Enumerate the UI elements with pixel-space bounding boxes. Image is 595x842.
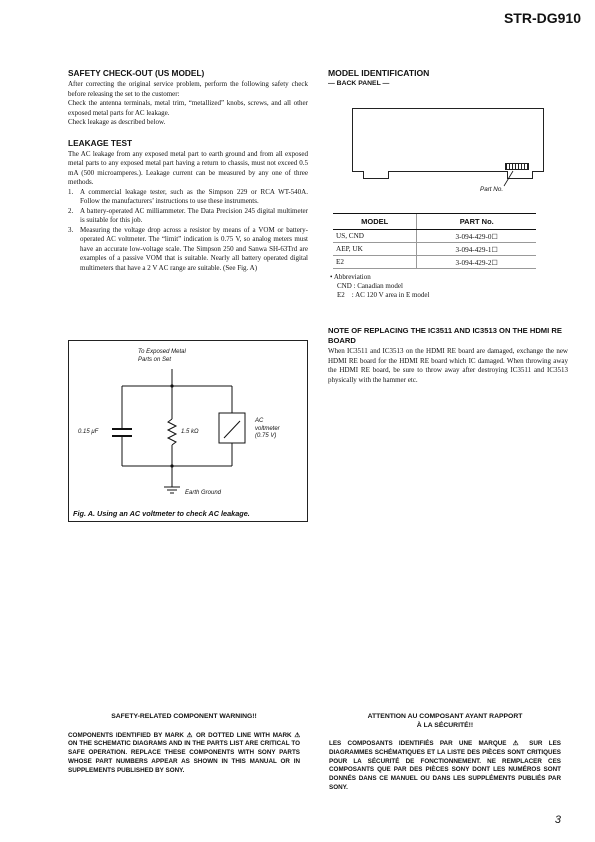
warning-fr-body: LES COMPOSANTS IDENTIFIÉS PAR UNE MARQUE ⚠ SUR LES DIAGRAMMES SCHÉMATIQUES ET LA LISTE DES PIÈCES SONT CRITIQUES POUR LA SÉCURITÉ DE FONCTIONNEMENT. NE REMPLACER CES COMPOSANTS QUE PAR DES PIÈCES SONY DONT LES NUMÉROS SONT DONNÉS DANS CE MANUEL OU DANS LES SUPPLÉMENTS PUBLIÉS PAR SONY. — [329, 740, 561, 791]
cell-model: E2 — [333, 256, 417, 269]
ic-note-title: NOTE OF REPLACING THE IC3511 AND IC3513 ON THE HDMI RE BOARD — [328, 326, 562, 345]
model-id-title: MODEL IDENTIFICATION — [328, 68, 430, 78]
table-row — [333, 243, 536, 256]
leakage-method-3: 3. Measuring the voltage drop across a resistor by means of a VOM or battery-operated AC voltmeter. The “limit” indication is 0.75 V, so analog meters must have an accurate low-voltage scale. The Simpson 250 and Sanwa SH-63Trd are examples of a passive VOM that is suitable. Nearly all battery operated digital multimeters that have a 2 V AC range are suitable. (See Fig. A) — [68, 225, 308, 272]
fig-ground-label: Earth Ground — [185, 490, 222, 496]
warning-fr-title: ATTENTION AU COMPOSANT AYANT RAPPORT À LA SÉCURITÉ!! — [367, 713, 523, 729]
leakage-method-1: 1. A commercial leakage tester, such as the Simpson 229 or RCA WT-540A. Follow the manufacturers’ instructions to use these instruments. — [68, 187, 308, 205]
fig-res-label: 1.5 kΩ — [181, 429, 199, 435]
warning-en-body: COMPONENTS IDENTIFIED BY MARK ⚠ OR DOTTED LINE WITH MARK ⚠ ON THE SCHEMATIC DIAGRAMS AND IN THE PARTS LIST ARE CRITICAL TO SAFE OPERATION. REPLACE THESE COMPONENTS WITH SONY PARTS WHOSE PART NUMBERS APPEAR AS SHOWN IN THIS MANUAL OR IN SUPPLEMENTS PUBLISHED BY SONY. — [68, 731, 300, 774]
model-header: STR-DG910 — [503, 10, 581, 26]
abbreviation-block — [330, 273, 560, 300]
panel-foot-left — [363, 171, 389, 179]
table-row — [333, 256, 536, 269]
abbrev-cnd: CND : Canadian model — [337, 282, 403, 290]
right-column — [328, 68, 568, 93]
abbreviation-title: • Abbreviation — [330, 273, 371, 281]
safety-para-2: Check the antenna terminals, metal trim, “metallized” knobs, screws, and all other exposed metal parts for AC leakage. — [68, 99, 308, 117]
col-header-part-no: PART No. — [417, 214, 536, 230]
figure-caption: Fig. A. Using an AC voltmeter to check AC leakage. — [73, 509, 250, 518]
part-no-callout: Part No. — [480, 186, 504, 193]
safety-warning-french — [329, 713, 561, 793]
fig-cap-label: 0.15 μF — [78, 429, 99, 435]
warning-en-title: SAFETY-RELATED COMPONENT WARNING!! — [111, 713, 257, 720]
leakage-method-2: 2. A battery-operated AC milliammeter. The Data Precision 245 digital multimeter is suitable for this job. — [68, 206, 308, 224]
part-no-label-sticker — [505, 163, 529, 170]
cell-model: AEP, UK — [333, 243, 417, 256]
back-panel-drawing — [352, 108, 544, 172]
col-header-model: MODEL — [333, 214, 417, 230]
figure-a — [68, 340, 308, 522]
cell-model: US, CND — [333, 230, 417, 243]
page-number: 3 — [554, 814, 561, 826]
leakage-methods-list — [68, 188, 308, 274]
cell-part-no: 3-094-429-2☐ — [417, 256, 536, 269]
leakage-test-title: LEAKAGE TEST — [68, 137, 133, 148]
table-row — [333, 230, 536, 243]
safety-para-3: Check leakage as described below. — [68, 118, 166, 126]
leakage-intro: The AC leakage from any exposed metal part to earth ground and from all exposed metal parts to any exposed metal part having a return to chassis, must not exceed 0.5 mA (500 microamperes.). Leakage current can be measured by any one of three methods. — [68, 149, 308, 186]
model-part-table — [333, 213, 536, 269]
fig-meter-label: AC voltmeter (0.75 V) — [255, 418, 280, 439]
ic-note-section — [328, 326, 568, 385]
safety-para-1: After correcting the original service problem, perform the following safety check before releasing the set to the customer: — [68, 80, 308, 98]
safety-checkout-title: SAFETY CHECK-OUT (US MODEL) — [68, 68, 205, 78]
abbrev-e2: E2 : AC 120 V area in E model — [337, 291, 430, 299]
cell-part-no: 3-094-429-1☐ — [417, 243, 536, 256]
fig-top-label: To Exposed Metal Parts on Set — [138, 349, 186, 363]
cell-part-no: 3-094-429-0☐ — [417, 230, 536, 243]
safety-warning-english — [68, 713, 300, 775]
ic-note-body: When IC3511 and IC3513 on the HDMI RE board are damaged, exchange the new HDMI RE board for the HDMI RE board which IC damaged. When throwing away the HDMI RE board, be sure to throw away after destroying IC3511 and IC3513 physically with the hammer etc. — [328, 347, 568, 384]
left-column — [68, 68, 308, 273]
back-panel-subtitle: — BACK PANEL — — [328, 80, 390, 87]
